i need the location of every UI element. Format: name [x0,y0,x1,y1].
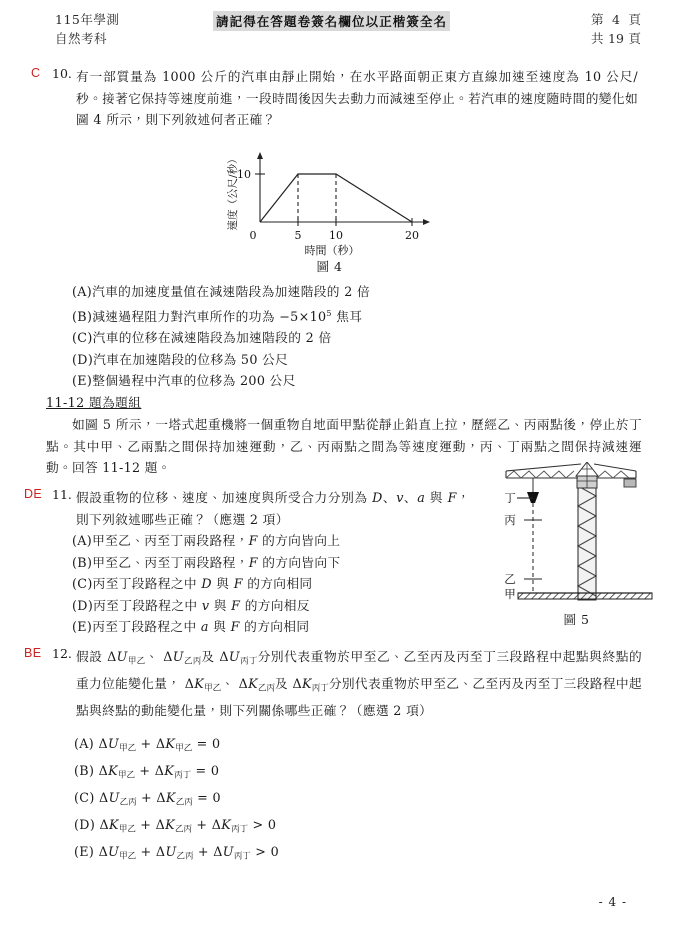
option-q10-c: (C)汽車的位移在減速階段為加速階段的 2 倍 [72,330,332,346]
option-q10-a: (A)汽車的加速度量值在減速階段為加速階段的 2 倍 [72,284,371,299]
option-q11-b: (B)甲至乙、丙至丁兩段路程，F 的方向皆向下 [72,554,341,570]
page-header [0,10,679,52]
question-group-text: 如圖 5 所示，一塔式起重機將一個重物自地面甲點從靜止鉛直上拉，歷經乙、丙兩點後，停止於丁點。其中甲、乙兩點之間保持加速運動，乙、丙兩點之間為等速度運動，丙、丁兩點之間保持減速運動。回答 11-12 題。 [46,417,642,475]
crane-mast [578,484,596,600]
current-page-line [591,10,641,29]
page-number: 4 [612,12,620,27]
exam-subject: 自然考科 [55,31,108,46]
point-marker-bing [504,513,542,527]
x-axis-arrow [423,219,430,225]
question-number-q12: 12. [52,646,72,661]
crane-counterweight [624,479,636,487]
figure-4-velocity-time-chart [222,152,462,272]
crane-jib [506,464,581,478]
option-q10-b: (B)減速過程阻力對汽車所作的功為 $-5\times 10^5$ 焦耳 [72,308,363,324]
crane-cab [577,475,597,488]
answer-mark-q12: BE [24,646,42,660]
xtick-label-20: 20 [405,229,419,242]
ytick-label-10: 10 [237,168,251,181]
y-axis-arrow [257,152,263,159]
answer-mark-q11: DE [24,487,43,501]
xtick-label-10: 10 [329,229,343,242]
xtick-label-0: 0 [249,229,257,242]
total-page-line [591,29,641,48]
point-marker-jia [504,587,516,601]
question-stem-q10: 有一部質量為 1000 公斤的汽車由靜止開始，在水平路面朝正東方直線加速至速度為 10 公尺/秒。接著它保持等速度前進，一段時間後因失去動力而減速至停止。若汽車的速度隨時間的變化如圖 4 所示，則下列敘述何者正確？ [76,69,638,127]
option-q11-a: (A)甲至乙、丙至丁兩段路程，F 的方向皆向上 [72,533,341,548]
option-q10-d: (D)汽車在加速階段的位移為 50 公尺 [72,351,289,367]
question-number-q10: 10. [52,66,72,81]
page-unit: 頁 [628,12,641,27]
option-q11-c: (C)丙至丁段路程之中 D 與 F 的方向相同 [72,576,313,591]
y-axis-label: 速度（公尺/秒） [227,153,239,231]
crane-counter-jib [594,464,636,487]
velocity-time-svg [222,152,462,256]
total-number: 19 [608,31,624,46]
options-q12 [74,733,279,867]
page-footer: - 4 - [598,895,627,909]
point-label-yi: 乙 [504,572,516,586]
answer-mark-q10: C [31,66,41,80]
point-marker-yi [504,572,542,586]
figure-5-caption: 圖 5 [563,612,590,627]
question-stem-q11: 假設重物的位移、速度、加速度與所受合力分別為 D、v、a 與 F，則下列敘述哪些正確？（應選 2 項） [76,490,470,527]
option-q12-b: (B) $\Delta K_{甲乙} + \Delta K_{丙丁} = 0$ [74,762,220,781]
option-q12-d: (D) $\Delta K_{甲乙} + \Delta K_{乙丙} + \Delta K_{丙丁} > 0$ [74,816,277,834]
question-number-q11: 11. [52,487,72,502]
options-q10 [72,281,370,392]
page-indicator [591,10,641,48]
tower-crane-svg [484,462,669,612]
option-q12-a: (A) $\Delta U_{甲乙} + \Delta K_{甲乙} = 0$ [74,736,221,754]
total-unit: 頁 [628,31,641,46]
options-q11 [72,530,341,638]
exam-title [55,10,119,48]
x-axis-label: 時間（秒） [304,244,360,256]
point-label-bing: 丙 [504,513,516,527]
exam-year: 115年學測 [55,12,120,27]
option-q11-d: (D)丙至丁段路程之中 v 與 F 的方向相反 [72,597,310,613]
option-q12-c: (C) $\Delta U_{乙丙} + \Delta K_{乙丙} = 0$ [74,789,221,808]
question-stem-q12: 假設 $\Delta U_{甲乙}$、 $\Delta U_{乙丙}$及 $\Delta U_{丙丁}$分別代表重物於甲至乙、乙至丙及丙至丁三段路程中起點與終點的重力位能變化量， $\Delta K_{甲乙}$、 $\Delta K_{乙丙}$及 $\Delta K_{丙丁}$分別代表重物於甲至乙、乙至丙及丙至丁三段路程中起點與終點的動能變化量，則下列關係哪些正確？（應選 2 項） [76,649,643,718]
question-group-title: 11-12 題為題組 [46,395,142,410]
xtick-label-5: 5 [294,229,302,242]
page-label: 第 [591,12,604,27]
ground-line [518,593,652,599]
signature-notice: 請記得在答題卷簽名欄位以正楷簽全名 [213,11,450,31]
option-q10-e: (E)整個過程中汽車的位移為 200 公尺 [72,373,296,389]
figure-5-tower-crane [484,462,669,627]
total-label: 共 [591,31,604,46]
option-q11-e: (E)丙至丁段路程之中 a 與 F 的方向相同 [72,619,310,634]
option-q12-e: (E) $\Delta U_{甲乙} + \Delta U_{乙丙} + \Delta U_{丙丁} > 0$ [74,843,279,861]
figure-4-caption: 圖 4 [316,259,343,274]
point-label-ding: 丁 [504,491,516,505]
point-label-jia: 甲 [504,587,516,601]
